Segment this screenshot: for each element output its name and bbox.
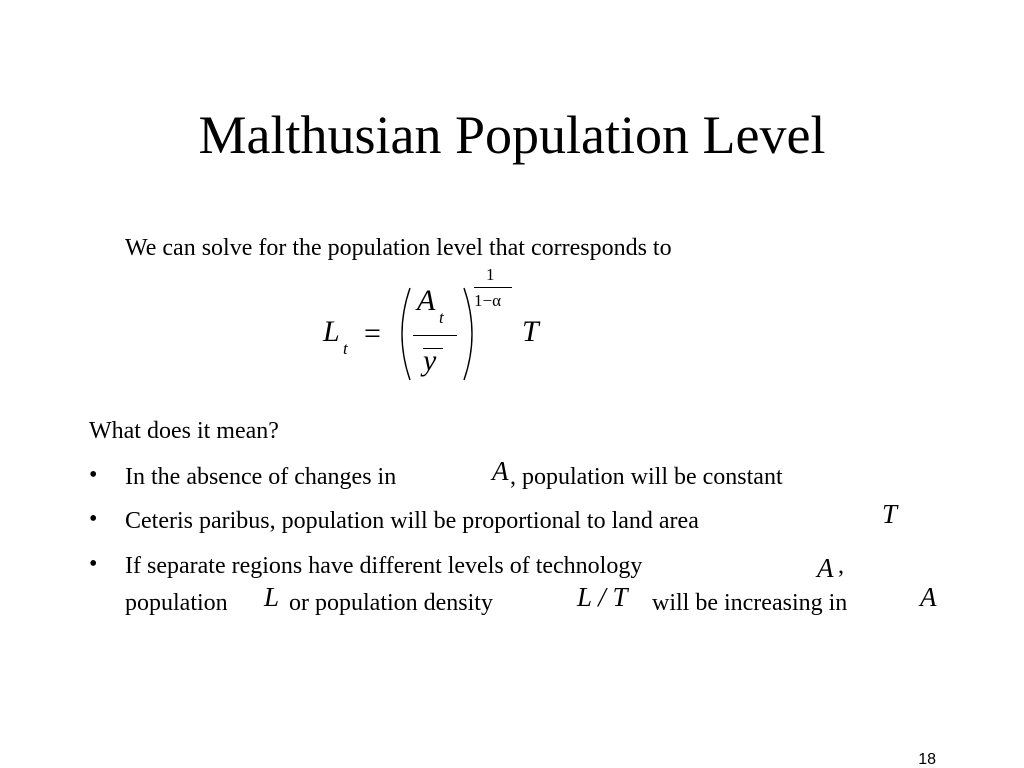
question-text: What does it mean? (89, 418, 279, 444)
bullet-2-text: Ceteris paribus, population will be proportional to land area (125, 508, 699, 534)
page-number: 18 (918, 751, 936, 768)
eq-num-var: A (417, 284, 436, 317)
bullet-3-line1-math: A (817, 553, 834, 583)
slide-title: Malthusian Population Level (198, 105, 826, 165)
bullet-3-line2-math2: L / T (577, 582, 628, 612)
bullet-3-line2-math1: L (264, 582, 280, 612)
eq-lhs-var: L (323, 315, 340, 348)
bullet-1-text-after: , population will be constant (510, 464, 783, 490)
eq-den-var: y (423, 344, 437, 377)
eq-exp-num: 1 (486, 265, 495, 284)
bullet-3-line2-text3: will be increasing in (652, 590, 848, 616)
eq-num-sub: t (439, 308, 444, 327)
bullet-1-text-before: In the absence of changes in (125, 464, 397, 490)
bullet-3-line2-text2: or population density (289, 590, 493, 616)
bullet-3-line1-text: If separate regions have different levels of technology (125, 553, 643, 579)
eq-equals: = (364, 317, 381, 350)
bullet-3-line2-text1: population (125, 590, 228, 616)
eq-exp-bar (474, 287, 512, 288)
intro-text: We can solve for the population level that corresponds to (125, 235, 672, 261)
bullet-1-math: A (492, 456, 509, 486)
bullet-3-line1-comma: , (838, 553, 844, 579)
eq-rhs: T (522, 315, 539, 348)
bullet-2-math: T (882, 499, 898, 529)
bullet-3-line2-math3: A (920, 582, 937, 612)
bullet-dot: • (89, 551, 98, 577)
eq-lhs-sub: t (343, 339, 348, 358)
bullet-dot: • (89, 462, 98, 488)
bullet-dot: • (89, 506, 98, 532)
eq-parentheses (392, 284, 482, 384)
eq-fraction-bar (413, 335, 457, 336)
eq-exp-den: 1−α (474, 291, 501, 310)
